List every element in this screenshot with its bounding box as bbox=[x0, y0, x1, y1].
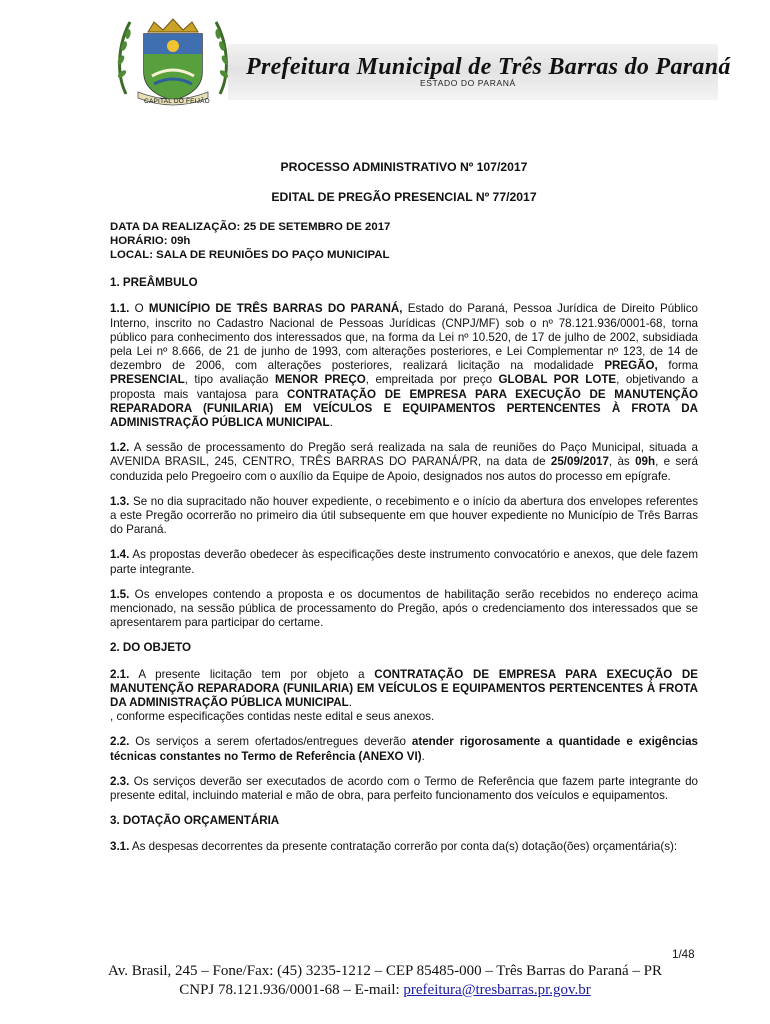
clause-number: 2.1. bbox=[110, 667, 130, 681]
clause-1-5 bbox=[110, 588, 698, 631]
clause-text: . bbox=[329, 416, 333, 430]
clause-bold: GLOBAL POR LOTE bbox=[498, 373, 617, 387]
clause-2-2 bbox=[110, 735, 698, 763]
page-number: 1/48 bbox=[672, 948, 695, 961]
clause-1-3 bbox=[110, 495, 698, 538]
clause-text: . bbox=[421, 749, 425, 763]
clause-1-1 bbox=[110, 302, 698, 430]
clause-text: Os serviços deverão ser executados de acordo com o Termo de Referência que fazem parte integrante do presente edital, incluindo material e mão de obra, para perfeito funcionamento dos veículos e equipamentos. bbox=[110, 774, 698, 803]
clause-text: Estado do Paraná, Pessoa Jurídica de Direito Público Interno, inscrito no Cadastro Nacional de Pessoas Jurídicas (CNPJ/MF) sob o nº 78.121.936/0001-68, torna público para conhecimento dos interessados que, na forma da Lei nº 10.520, de 17 de julho de 2002, subsidiada pela Lei nº 8.666, de 21 de junho de 1993, com alterações posteriores, e Lei Complementar nº 123, de 14 de dezembro de 2006, com alterações posteriores, realizará licitação na modalidade bbox=[110, 302, 698, 373]
clause-text: O bbox=[129, 302, 149, 316]
footer-contact bbox=[0, 982, 770, 999]
clause-bold: atender rigorosamente a quantidade e exigências técnicas constantes no Termo de Referência (ANEXO VI) bbox=[110, 735, 698, 763]
edital-title: EDITAL DE PREGÃO PRESENCIAL Nº 77/2017 bbox=[271, 190, 537, 205]
clause-1-4 bbox=[110, 548, 698, 576]
clause-number: 3.1. bbox=[110, 840, 130, 854]
state-name: ESTADO DO PARANÁ bbox=[420, 78, 516, 88]
clause-number: 2.2. bbox=[110, 735, 130, 749]
clause-bold: CONTRATAÇÃO DE EMPRESA PARA EXECUÇÃO DE MANUTENÇÃO REPARADORA (FUNILARIA) EM VEÍCULOS E EQUIPAMENTOS PERTENCENTES À FROTA DA ADMINISTRAÇÃO PÚBLICA MUNICIPAL bbox=[110, 387, 698, 430]
clause-bold: PRESENCIAL bbox=[110, 373, 185, 387]
clause-text: A sessão de processamento do Pregão será realizada na sala de reuniões do Paço Municipal, situada a AVENIDA BRASIL, 245, CENTRO, TRÊS BARRAS DO PARANÁ/PR, na data de bbox=[110, 441, 698, 469]
session-date: DATA DA REALIZAÇÃO: 25 DE SETEMBRO DE 2017 bbox=[110, 221, 391, 234]
clause-text: , empreitada por preço bbox=[365, 373, 499, 387]
clause-number: 1.2. bbox=[110, 441, 130, 455]
clause-number: 1.4. bbox=[110, 548, 130, 562]
city-title: Prefeitura Municipal de Três Barras do Paraná bbox=[246, 54, 731, 80]
clause-bold: MENOR PREÇO bbox=[274, 373, 366, 387]
footer-email-link[interactable]: prefeitura@tresbarras.pr.gov.br bbox=[403, 982, 591, 998]
clause-1-2 bbox=[110, 441, 698, 484]
clause-text: forma bbox=[657, 359, 698, 373]
clause-text: As propostas deverão obedecer às especificações deste instrumento convocatório e anexos, que dele fazem parte integrante. bbox=[110, 548, 698, 576]
letterhead bbox=[108, 14, 731, 114]
clause-text: , objetivando a proposta mais vantajosa para bbox=[110, 373, 699, 401]
clause-text: A presente licitação tem por objeto a bbox=[129, 667, 375, 681]
clause-2-3 bbox=[110, 775, 698, 803]
session-info bbox=[110, 221, 698, 262]
clause-number: 2.3. bbox=[110, 774, 130, 788]
section-heading-1: 1. PREÂMBULO bbox=[110, 276, 198, 290]
clause-text: Os serviços a serem ofertados/entregues deverão bbox=[129, 735, 412, 749]
clause-bold: PREGÃO, bbox=[604, 359, 658, 373]
session-time: HORÁRIO: 09h bbox=[110, 235, 191, 247]
clause-text: , conforme especificações contidas neste edital e seus anexos. bbox=[110, 710, 435, 724]
footer-address: Av. Brasil, 245 – Fone/Fax: (45) 3235-1212 – CEP 85485-000 – Três Barras do Paraná – PR bbox=[107, 963, 662, 979]
clause-bold: 09h bbox=[635, 455, 656, 469]
section-heading-2: 2. DO OBJETO bbox=[110, 641, 191, 655]
clause-number: 1.3. bbox=[110, 494, 130, 508]
crest-caption: CAPITAL DO FEIJÃO bbox=[144, 98, 210, 105]
document-body bbox=[110, 160, 698, 866]
clause-text: , e será conduzida pelo Pregoeiro com o auxílio da Equipe de Apoio, designados nos autos do processo em epígrafe. bbox=[110, 455, 698, 483]
clause-text: As despesas decorrentes da presente contratação correrão por conta da(s) dotação(ões) orçamentária(s): bbox=[129, 840, 678, 854]
clause-bold: MUNICÍPIO DE TRÊS BARRAS DO PARANÁ, bbox=[148, 302, 403, 316]
clause-text: Se no dia supracitado não houver expediente, o recebimento e o início da abertura dos envelopes referentes a este Pregão ocorrerão no primeiro dia útil subsequente em que houver expediente no Município de Três Barras do Paraná. bbox=[110, 494, 698, 537]
clause-bold: 25/09/2017 bbox=[550, 455, 609, 469]
process-title: PROCESSO ADMINISTRATIVO Nº 107/2017 bbox=[280, 160, 528, 174]
clause-number: 1.5. bbox=[110, 587, 130, 601]
section-heading-3: 3. DOTAÇÃO ORÇAMENTÁRIA bbox=[110, 814, 280, 828]
clause-bold: CONTRATAÇÃO DE EMPRESA PARA EXECUÇÃO DE MANUTENÇÃO REPARADORA (FUNILARIA) EM VEÍCULOS E EQUIPAMENTOS PERTENCENTES À FROTA DA ADMINISTRAÇÃO PÚBLICA MUNICIPAL bbox=[110, 667, 698, 710]
clause-text: . bbox=[348, 696, 352, 710]
footer-cnpj: CNPJ 78.121.936/0001-68 – E-mail: bbox=[179, 982, 404, 998]
clause-2-1 bbox=[110, 668, 698, 725]
clause-number: 1.1. bbox=[110, 302, 130, 316]
clause-text: Os envelopes contendo a proposta e os documentos de habilitação serão recebidos no endereço acima mencionado, na sessão pública de processamento do Pregão, após o credenciamento dos interessados que se apresentarem para participar do certame. bbox=[110, 587, 698, 630]
session-place: LOCAL: SALA DE REUNIÕES DO PAÇO MUNICIPAL bbox=[110, 248, 390, 261]
clause-text: , tipo avaliação bbox=[184, 373, 275, 387]
clause-3-1 bbox=[110, 840, 698, 854]
clause-text: , às bbox=[608, 455, 636, 469]
